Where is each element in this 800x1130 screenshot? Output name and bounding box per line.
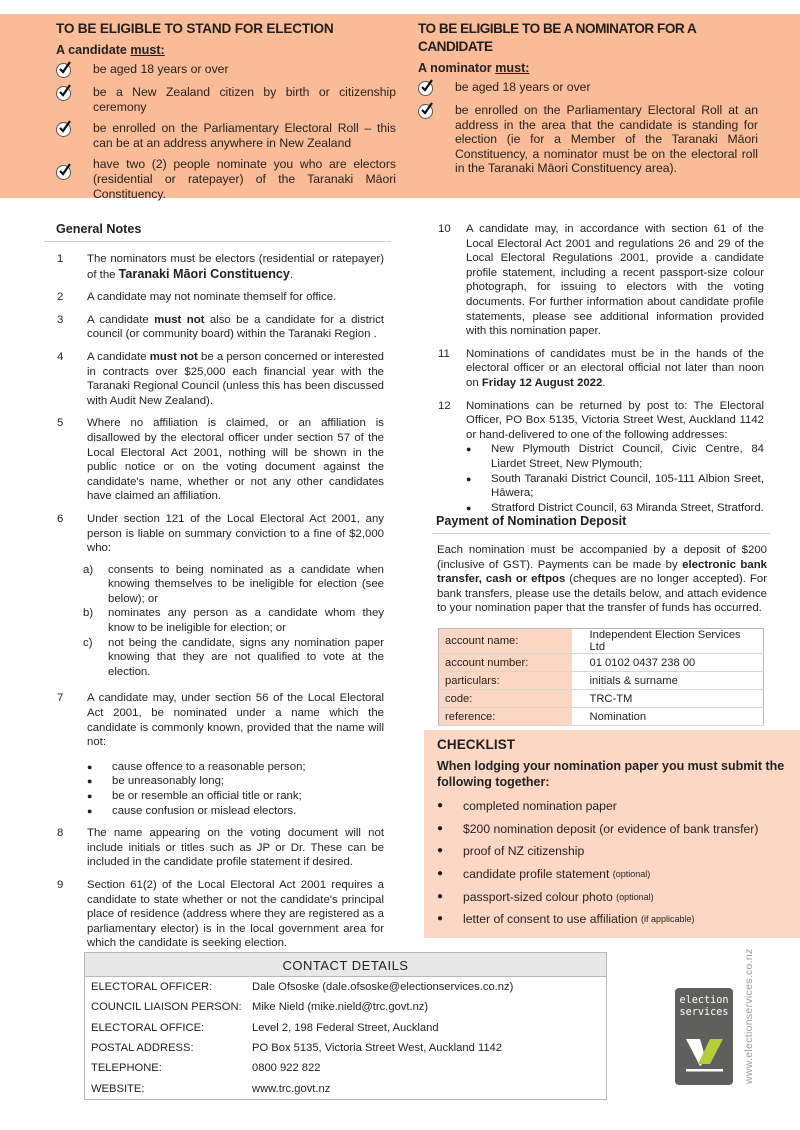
address-item: ● Stratford District Council, 63 Miranda Street, Stratford. — [466, 501, 764, 514]
general-notes-heading: General Notes — [44, 222, 391, 242]
contact-row: POSTAL ADDRESS: PO Box 5135, Victoria Street West, Auckland 1142 — [91, 1042, 502, 1055]
bullet-icon: ● — [437, 913, 444, 925]
note-item: 11 Nominations of candidates must be in the hands of the electoral officer or an electoral official not later than noon on Friday 12 August 2022. — [438, 347, 764, 389]
note-item: 8 The name appearing on the voting document will not include initials or titles such as JP or Dr. These can be included in the candidate profile statement if desired. — [57, 827, 384, 869]
checklist-item: ● proof of NZ citizenship — [437, 844, 585, 859]
bullet-icon: ● — [466, 444, 472, 455]
requirement-item: be enrolled on the Parliamentary Electoral Roll – this can be at an address anywhere in New Zealand — [56, 121, 396, 150]
election-services-logo: election services — [675, 988, 733, 1085]
payment-heading: Payment of Nomination Deposit — [432, 514, 770, 534]
nominator-eligibility — [418, 20, 758, 183]
name-restriction-list — [87, 760, 384, 818]
contact-row: ELECTORAL OFFICER: Dale Ofsoske (dale.ofsoske@electionservices.co.nz) — [91, 981, 514, 994]
bullet-icon: ● — [466, 473, 472, 484]
v-checkmark-logo-icon — [685, 1036, 725, 1076]
bullet-icon: ● — [87, 805, 93, 816]
address-item: ● South Taranaki District Council, 105-111 Albion Sreet, Hāwera; — [466, 472, 764, 500]
checklist-item: ● $200 nomination deposit (or evidence of bank transfer) — [437, 821, 759, 836]
checklist-item: ● passport-sized colour photo (optional) — [437, 889, 654, 904]
bullet-icon: ● — [87, 776, 93, 787]
bullet-icon: ● — [466, 502, 472, 513]
offence-item: c) not being the candidate, signs any nomination paper knowing that they are not qualified to vote at the election. — [83, 636, 384, 678]
bullet-icon: ● — [87, 761, 93, 772]
candidate-requirements — [56, 62, 396, 201]
offence-item: b) nominates any person as a candidate whom they know to be ineligible for election; or — [83, 607, 384, 635]
checklist-box — [424, 730, 800, 938]
requirement-item: be a New Zealand citizen by birth or citizenship ceremony — [56, 85, 396, 114]
contact-row: TELEPHONE: 0800 922 822 — [91, 1062, 321, 1075]
checkmark-circle-icon — [56, 86, 71, 101]
general-notes-right — [438, 222, 764, 523]
contact-row: COUNCIL LIAISON PERSON: Mike Nield (mike.nield@trc.govt.nz) — [91, 1001, 429, 1014]
bullet-icon: ● — [437, 868, 444, 880]
table-row: account name: Independent Election Services Ltd — [439, 629, 764, 654]
note-item: 9 Section 61(2) of the Local Electoral Act 2001 requires a candidate to state whether or not the candidate's principal place of residence (address where they are registered as a parliamentary elector) is in the local government area for which the candidate is seeking election. — [57, 878, 384, 950]
checkmark-circle-icon — [56, 122, 71, 137]
checkmark-circle-icon — [56, 63, 71, 78]
bullet-icon: ● — [87, 791, 93, 801]
contact-details-box — [84, 952, 607, 1100]
nominator-eligibility-title: TO BE ELIGIBLE TO BE A NOMINATOR FOR A CANDIDATE — [418, 21, 696, 54]
bullet-icon: ● — [437, 890, 444, 902]
note-item: 2 A candidate may not nominate themself for office. — [57, 291, 337, 304]
bullet-icon: ● — [437, 800, 444, 811]
bullet-item: ● cause offence to a reasonable person; — [87, 760, 306, 773]
requirement-item: be enrolled on the Parliamentary Electoral Roll at an address in the area that the candidate is standing for election (ie for a Member of the Taranaki Māori Constituency, a nominator must be on the electoral roll in the Taranaki Māori Constituency area). — [418, 103, 758, 176]
note-item: 10 A candidate may, in accordance with section 61 of the Local Electoral Act 2001 and regulations 26 and 29 of the Local Electoral Regulations 2001, provide a candidate profile statement, including a recent passport-size colour photograph, for issuing to electors with the voting documents. For further information about candidate profile statements, please see additional information provided with this nomination paper. — [438, 223, 764, 338]
candidate-must-label: A candidate must: — [56, 43, 165, 57]
checklist-item: ● candidate profile statement (optional) — [437, 867, 651, 882]
checklist-items — [437, 799, 787, 926]
requirement-item: be aged 18 years or over — [56, 62, 396, 78]
payment-description: Each nomination must be accompanied by a deposit of $200 (inclusive of GST). Payments can be made by electronic bank transfer, cash or eftpos (cheques are no longer accepted). For bank transfers, please use the details below, and attach evidence to your nomination paper that the transfer of funds has occurred. — [437, 544, 768, 615]
bullet-icon: ● — [437, 822, 444, 834]
general-notes-left — [57, 252, 384, 959]
website-url-vertical: www.electionservices.co.nz — [743, 948, 755, 1084]
nominator-must-label: A nominator must: — [418, 61, 530, 75]
checklist-subtitle: When lodging your nomination paper you must submit the following together: — [437, 759, 785, 789]
note-item: 1 The nominators must be electors (residential or ratepayer) of the Taranaki Māori Constituency. — [57, 253, 384, 281]
offence-list — [83, 563, 384, 680]
bullet-icon: ● — [437, 845, 444, 857]
address-item: ● New Plymouth District Council, Civic Centre, 84 Liardet Street, New Plymouth; — [466, 443, 764, 470]
contact-details-heading: CONTACT DETAILS — [85, 953, 606, 977]
eligibility-banner — [0, 14, 800, 201]
requirement-item: have two (2) people nominate you who are electors (residential or ratepayer) of the Taranaki Māori Constituency. — [56, 157, 396, 201]
checklist-title: CHECKLIST — [437, 737, 516, 752]
offence-item: a) consents to being nominated as a candidate when knowing themselves to be ineligible for election (see below); or — [83, 563, 384, 605]
bullet-item: ● be or resemble an official title or rank; — [87, 790, 302, 802]
table-row: account number: 01 0102 0437 238 00 — [439, 654, 764, 672]
delivery-address-list — [466, 442, 764, 515]
bank-details-table — [438, 628, 764, 726]
requirement-item: be aged 18 years or over — [418, 80, 758, 96]
note-item: 3 A candidate must not also be a candidate for a district council (or community board) within the Taranaki Region . — [57, 313, 384, 341]
checkmark-circle-icon — [56, 165, 71, 180]
contact-row: ELECTORAL OFFICE: Level 2, 198 Federal Street, Auckland — [91, 1021, 439, 1034]
table-row: code: TRC-TM — [439, 690, 764, 708]
note-item: 5 Where no affiliation is claimed, or an affiliation is disallowed by the electoral officer under section 57 of the Local Electoral Act 2001, nothing will be shown in the public notice or on the voting document against the candidate's name, whether or not any other candidates have claimed an affiliation. — [57, 417, 384, 503]
table-row: reference: Nomination — [439, 708, 764, 726]
note-item: 6 Under section 121 of the Local Electoral Act 2001, any person is liable on summary conviction to a fine of $2,000 who: a) consents to being nominated as a candidate when knowing themselves to be ineligible for election (see below); or b) nominates any person as a candidate whom they know to be ineligible for election; or c) not being the candidate, signs any nomination paper knowing that they are not qualified to vote at the election. — [57, 512, 384, 678]
candidate-eligibility-title: TO BE ELIGIBLE TO STAND FOR ELECTION — [56, 21, 334, 36]
note-item: 4 A candidate must not be a person concerned or interested in contracts over $25,000 each financial year with the Taranaki Regional Council (unless this has been discussed with Audit New Zealand). — [57, 350, 384, 407]
candidate-eligibility — [56, 20, 396, 208]
bullet-item: ● be unreasonably long; — [87, 775, 225, 788]
note-item: 7 A candidate may, under section 56 of the Local Electoral Act 2001, be nominated under a name which the candidate is commonly known, provided that the name will not: ● cause offence to a reasonable person; ● be unreasonably long; ● be or resemble an official title or rank; ● cause confusion or mislead electors. — [57, 692, 384, 817]
checkmark-circle-icon — [418, 104, 433, 119]
checklist-item: ● completed nomination paper — [437, 799, 617, 813]
bullet-item: ● cause confusion or mislead electors. — [87, 804, 297, 817]
checkmark-circle-icon — [418, 81, 433, 96]
checklist-item: ● letter of consent to use affiliation (if applicable) — [437, 912, 695, 927]
contact-row: WEBSITE: www.trc.govt.nz — [91, 1082, 331, 1095]
nominator-requirements — [418, 80, 758, 176]
note-item: 12 Nominations can be returned by post to: The Electoral Officer, PO Box 5135, Victoria Street West, Auckland 1142 or hand-delivered to one of the following addresses: ● New Plymouth District Council, Civic Centre, 84 Liardet Street, New Plymouth; ● South Taranaki District Council, 105-111 Albion Sreet, Hāwera; ● Stratford District Council, 63 Miranda Street, Stratford. — [438, 399, 764, 514]
table-row: particulars: initials & surname — [439, 672, 764, 690]
